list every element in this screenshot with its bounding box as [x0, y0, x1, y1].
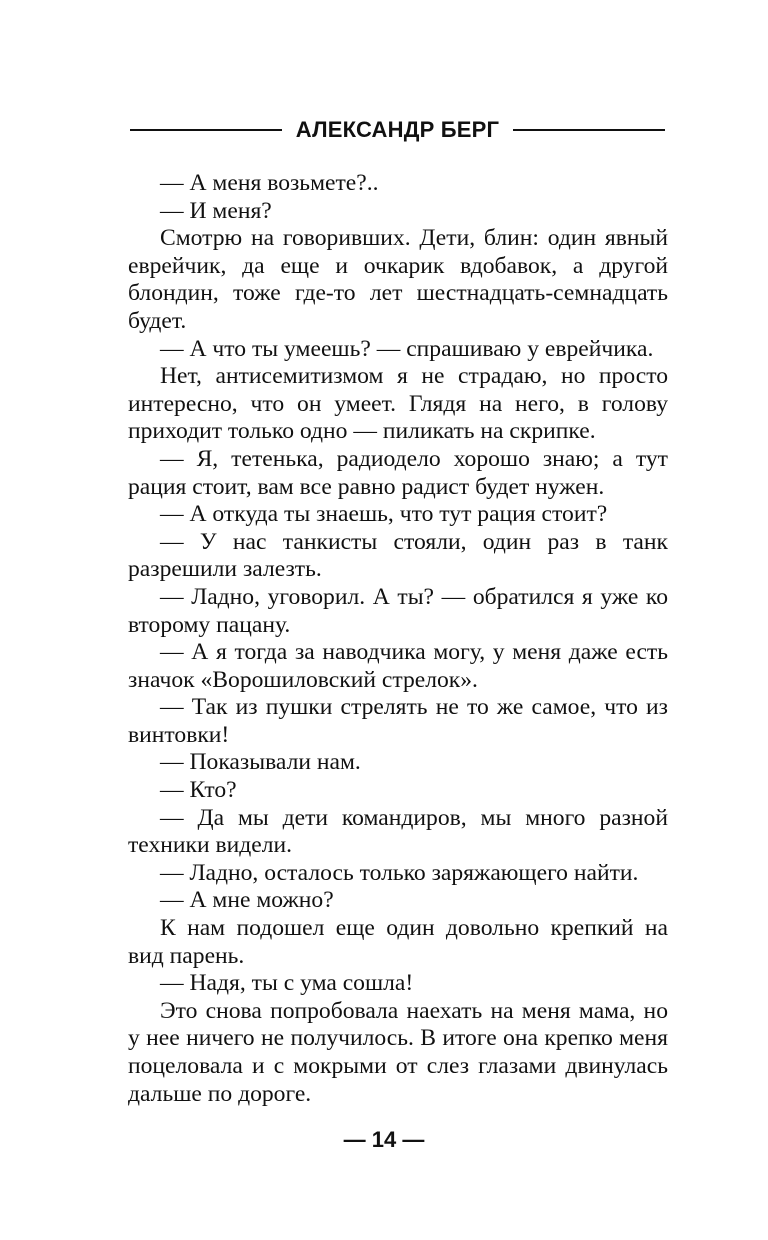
running-title: АЛЕКСАНДР БЕРГ — [295, 117, 500, 142]
paragraph: — Да мы дети командиров, мы много разной техники видели. — [128, 804, 668, 859]
paragraph: — Ладно, уговорил. А ты? — обратился я уже ко второму пацану. — [128, 583, 668, 638]
running-head — [130, 112, 665, 148]
paragraph: — И меня? — [160, 197, 272, 224]
paragraph: — Кто? — [160, 777, 237, 804]
paragraph: — А откуда ты знаешь, что тут рация стоит? — [160, 501, 608, 528]
paragraph: Нет, антисемитизмом я не страдаю, но просто интересно, что он умеет. Глядя на него, в голову приходит только одно — пиликать на скрипке. — [128, 363, 668, 445]
paragraph: — А мне можно? — [160, 887, 334, 914]
paragraph: — У нас танкисты стояли, один раз в танк разрешили залезть. — [128, 528, 668, 583]
paragraph: Это снова попробовала наехать на меня мама, но у нее ничего не получилось. В итоге она крепко меня поцеловала и с мокрыми от слез глазами двинулась дальше по дороге. — [128, 997, 668, 1107]
header-rule-right — [513, 129, 665, 131]
paragraph: — Надя, ты с ума сошла! — [160, 970, 414, 997]
paragraph: — Так из пушки стрелять не то же самое, что из винтовки! — [128, 694, 668, 748]
paragraph: — А я тогда за наводчика могу, у меня даже есть значок «Ворошиловский стрелок». — [128, 639, 668, 693]
paragraph: — А что ты умеешь? — спрашиваю у еврейчика. — [160, 335, 654, 362]
paragraph: — Показывали нам. — [160, 749, 361, 776]
header-rule-left — [130, 129, 282, 131]
paragraph: — Ладно, осталось только заряжающего найти. — [160, 859, 639, 886]
paragraph: — Я, тетенька, радиоделo хорошо знаю; а тут рация стоит, вам все равно радист будет нужен. — [128, 445, 668, 500]
body-text — [128, 170, 668, 1108]
paragraph: К нам подошел еще один довольно крепкий на вид парень. — [128, 915, 668, 969]
paragraph: Смотрю на говоривших. Дети, блин: один явный еврейчик, да еще и очкарик вдобавок, а другой блондин, тоже где-то лет шестнадцать-семнадцать будет. — [128, 225, 668, 334]
paragraph: — А меня возьмете?.. — [160, 170, 379, 196]
page-number: — 14 — — [343, 1127, 425, 1152]
